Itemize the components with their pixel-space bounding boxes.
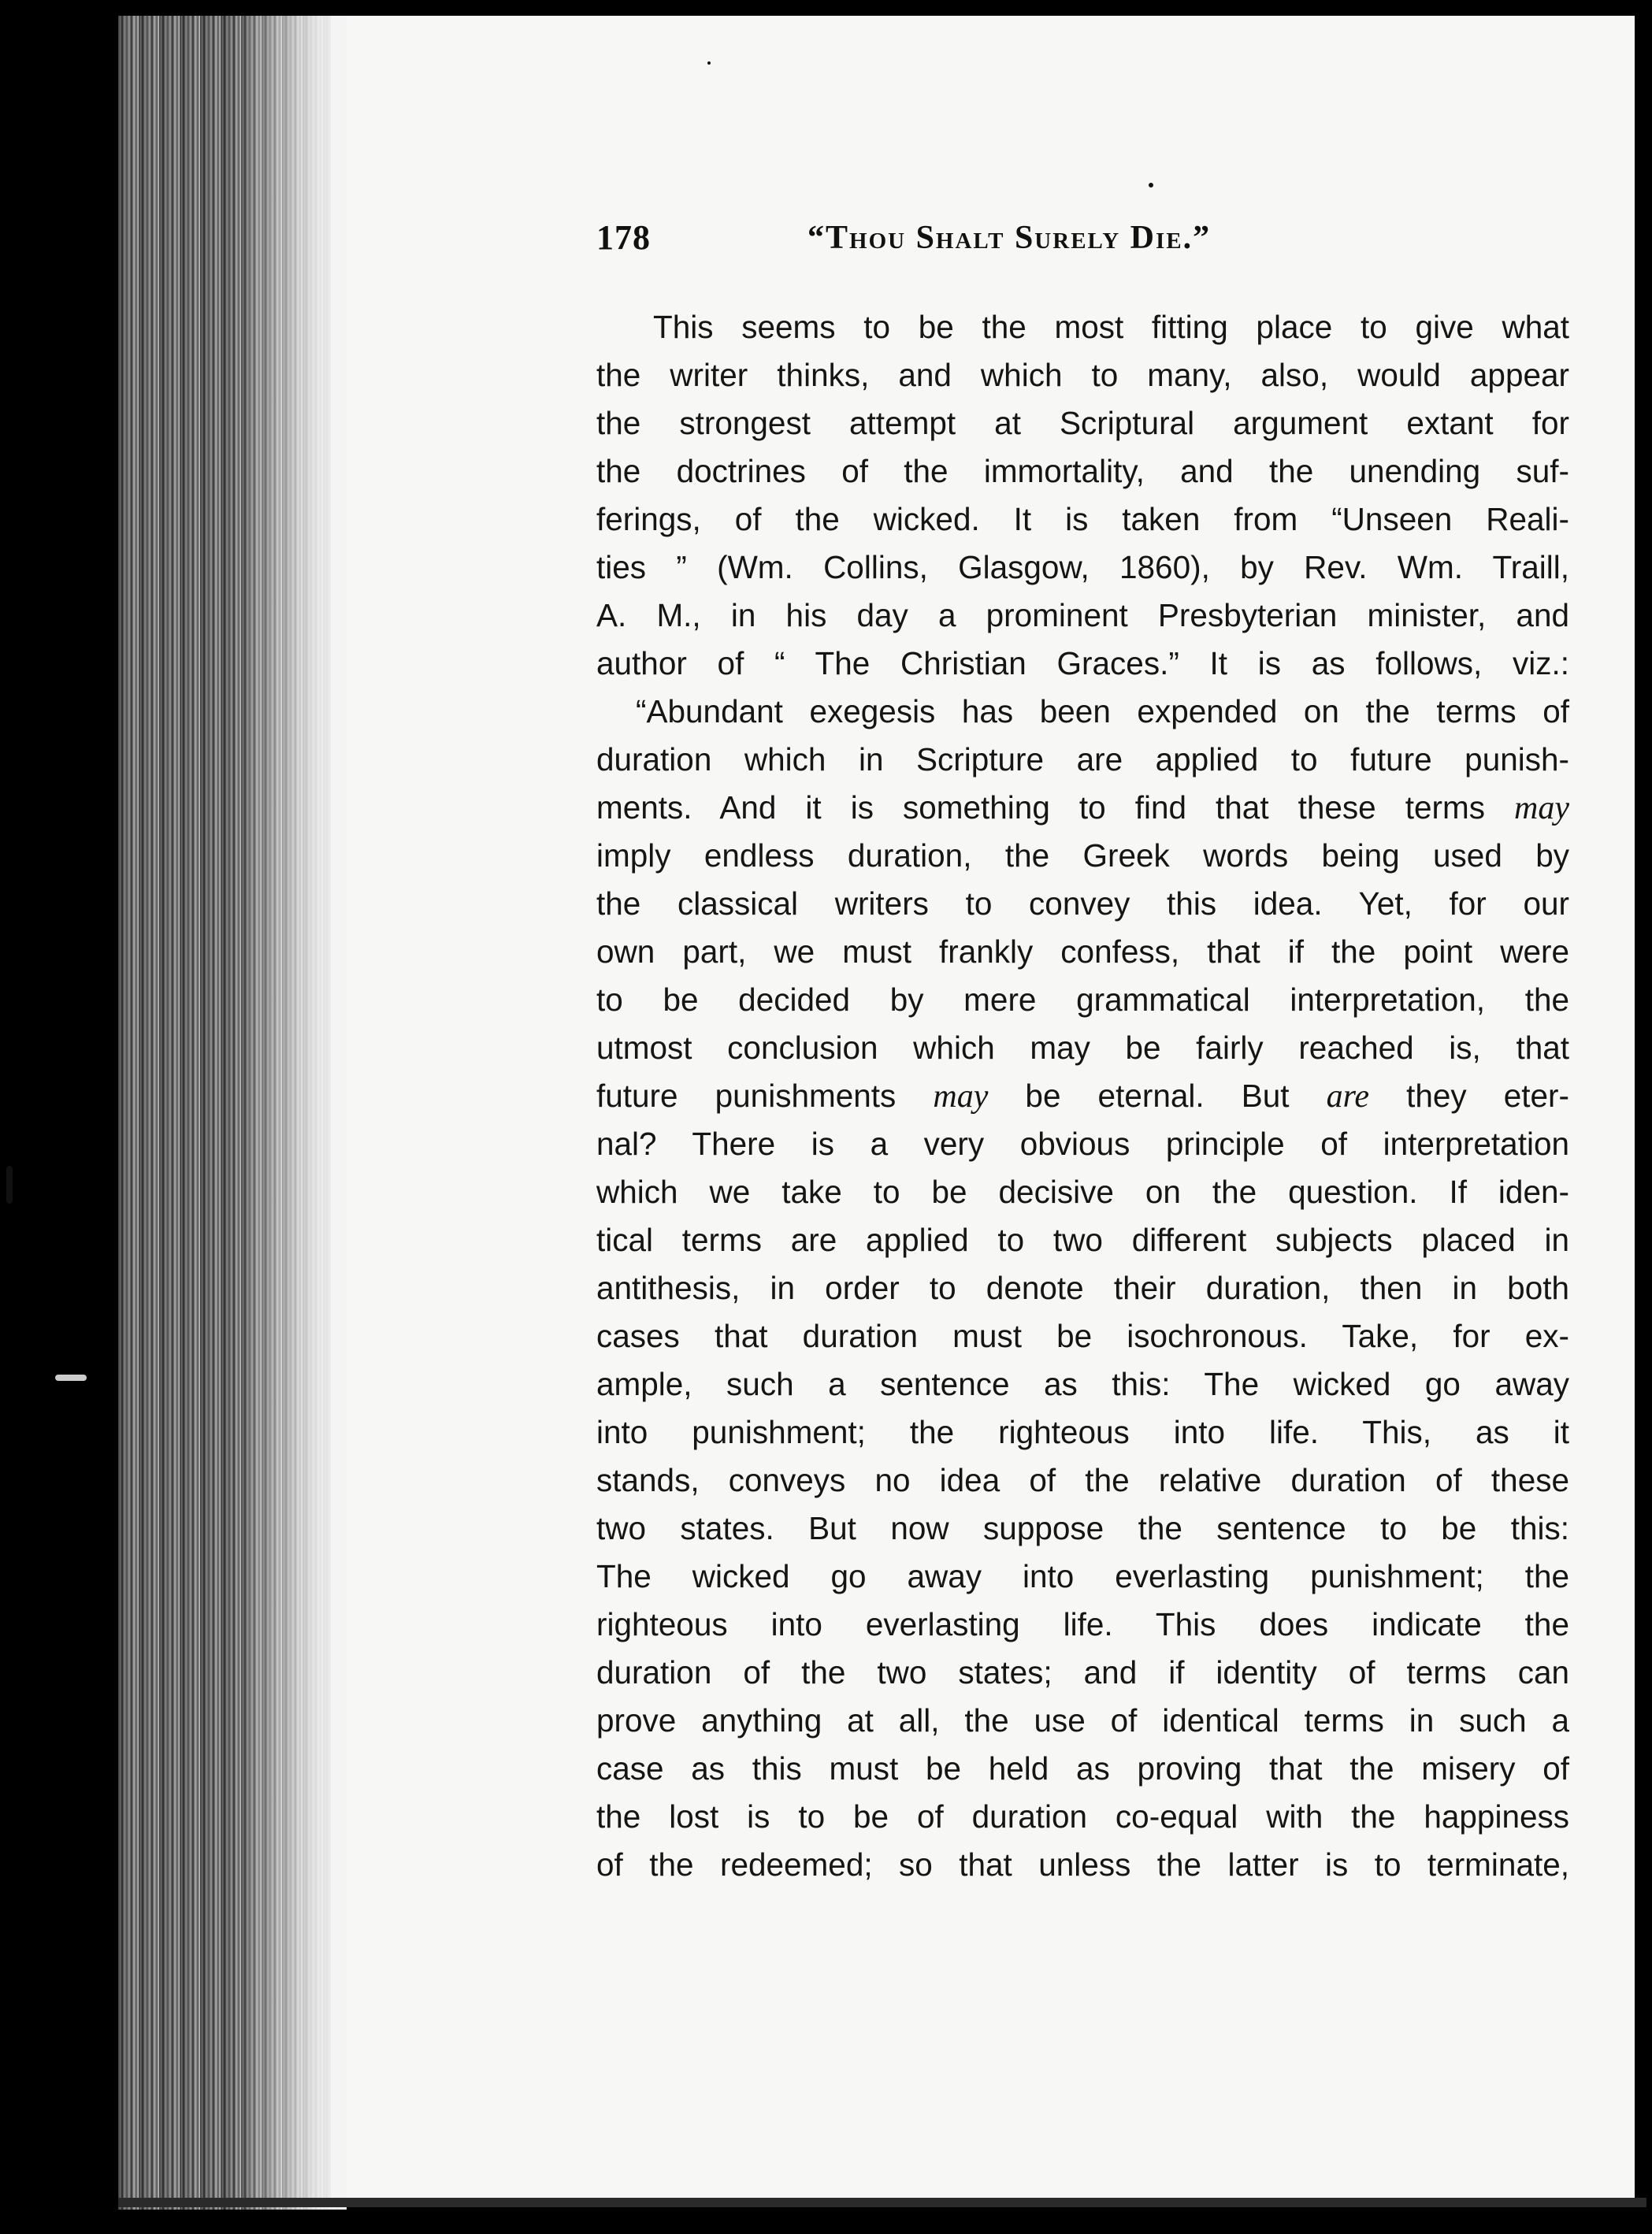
- text-line: prove anything at all, the use of identical terms in such a: [596, 1702, 1569, 1739]
- running-head: “Thou Shalt Surely Die.”: [807, 220, 1212, 256]
- text-line: ferings, of the wicked. It is taken from “Unseen Reali-: [596, 501, 1569, 537]
- text-line: A. M., in his day a prominent Presbyterian minister, and: [596, 597, 1569, 633]
- text-line: utmost conclusion which may be fairly reached is, that: [596, 1030, 1569, 1066]
- dust-speck: [707, 61, 711, 65]
- text-line: to be decided by mere grammatical interpretation, the: [596, 982, 1569, 1018]
- text-line-with-italic: [596, 1072, 1569, 1120]
- body-text: [596, 303, 1569, 1889]
- italic-word: are: [1326, 1078, 1370, 1115]
- text-line: duration of the two states; and if identity of terms can: [596, 1654, 1569, 1690]
- text-line: imply endless duration, the Greek words being used by: [596, 837, 1569, 874]
- text-line: case as this must be held as proving that the misery of: [596, 1750, 1569, 1787]
- text-line: the doctrines of the immortality, and the unending suf-: [596, 453, 1569, 489]
- text-line: righteous into everlasting life. This does indicate the: [596, 1606, 1569, 1642]
- text-line: ties ” (Wm. Collins, Glasgow, 1860), by Rev. Wm. Traill,: [596, 549, 1569, 585]
- margin-mark: [55, 1375, 87, 1381]
- text-line: antithesis, in order to denote their duration, then in both: [596, 1270, 1569, 1306]
- dust-speck: [1149, 183, 1153, 187]
- text-line: author of “ The Christian Graces.” It is as follows, viz.:: [596, 645, 1569, 681]
- text-line: nal? There is a very obvious principle of interpretation: [596, 1126, 1569, 1162]
- text-line: own part, we must frankly confess, that if the point were: [596, 933, 1569, 970]
- text-segment: ments. And it is something to find that these terms: [596, 789, 1485, 826]
- text-segment: future punishments: [596, 1078, 897, 1114]
- text-line: of the redeemed; so that unless the latter is to terminate,: [596, 1846, 1569, 1883]
- text-segment: they eter-: [1369, 1078, 1569, 1114]
- text-line-with-italic: [596, 784, 1569, 832]
- text-line: ample, such a sentence as this: The wicked go away: [596, 1366, 1569, 1402]
- page-header: [596, 217, 1573, 273]
- page-number: 178: [596, 218, 651, 257]
- page-bottom-edge: [118, 2198, 1646, 2207]
- text-line: duration which in Scripture are applied to future punish-: [596, 741, 1569, 777]
- text-line: This seems to be the most fitting place to give what: [653, 309, 1569, 345]
- text-line: the lost is to be of duration co-equal with the happiness: [596, 1798, 1569, 1835]
- text-segment: be eternal. But: [988, 1078, 1327, 1114]
- margin-mark: [6, 1166, 13, 1204]
- text-line: cases that duration must be isochronous. Take, for ex-: [596, 1318, 1569, 1354]
- page-gutter-shading: [236, 16, 347, 2210]
- italic-word: may: [933, 1078, 989, 1115]
- text-line: “Abundant exegesis has been expended on the terms of: [636, 693, 1569, 729]
- text-line: which we take to be decisive on the question. If iden-: [596, 1174, 1569, 1210]
- text-line: stands, conveys no idea of the relative duration of these: [596, 1462, 1569, 1498]
- text-line: the writer thinks, and which to many, also, would appear: [596, 357, 1569, 393]
- text-line: tical terms are applied to two different subjects placed in: [596, 1222, 1569, 1258]
- text-line: The wicked go away into everlasting punishment; the: [596, 1558, 1569, 1594]
- text-line: into punishment; the righteous into life. This, as it: [596, 1414, 1569, 1450]
- text-line: two states. But now suppose the sentence to be this:: [596, 1510, 1569, 1546]
- text-line: the strongest attempt at Scriptural argument extant for: [596, 405, 1569, 441]
- italic-word: may: [1514, 790, 1569, 826]
- text-line: the classical writers to convey this idea. Yet, for our: [596, 885, 1569, 922]
